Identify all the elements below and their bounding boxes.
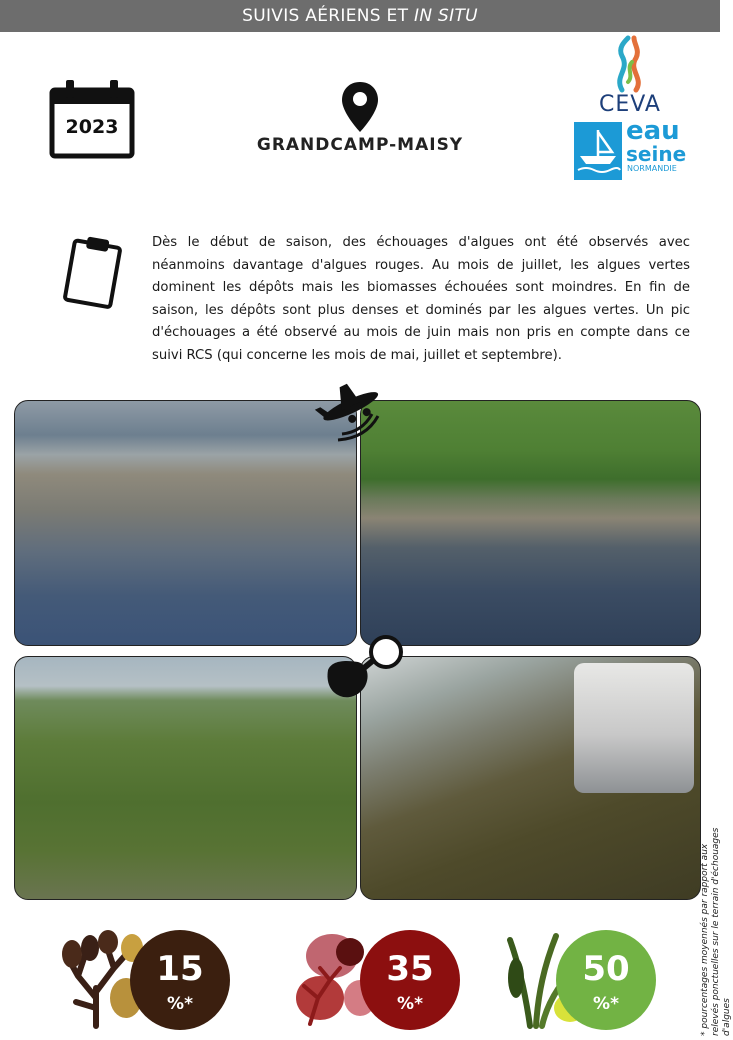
agency-emblem <box>574 122 622 180</box>
percentages-footnote: * pourcentages moyennés par rapport aux relevés ponctuelles sur le terrain d'échouages d'algues <box>700 827 732 1036</box>
parked-vehicle <box>574 663 694 793</box>
agency-eau: eau <box>626 116 680 146</box>
year-label: 2023 <box>65 116 119 138</box>
page-header <box>0 0 720 32</box>
ceva-wordmark: CEVA <box>599 92 661 117</box>
agency-seine: seine <box>626 142 687 166</box>
brown-algae-unit: %* <box>167 994 193 1014</box>
calendar-icon <box>50 76 134 160</box>
agency-normandie: NORMANDIE <box>627 164 677 173</box>
brown-algae-percentage <box>130 930 230 1030</box>
aerial-photo-harbour <box>14 400 357 646</box>
season-summary: Dès le début de saison, des échouages d'algues ont été observés avec néanmoins davantage d'algues rouges. Au mois de juillet, les algues vertes dominent les dépôts mais les biomasses échouées sont moindres. En fin de saison, les dépôts sont plus denses et dominés par les algues vertes. Un pic d'échouages a été observé au mois de juin mais non pris en compte dans ce suivi RCS (qui concerne les mois de mai, juillet et septembre). <box>152 235 690 363</box>
field-photo-beach <box>14 656 357 900</box>
brown-algae-value: 15 <box>156 949 204 989</box>
magnifier-icon <box>326 632 410 704</box>
green-algae-value: 50 <box>582 949 630 989</box>
green-algae-unit: %* <box>593 994 619 1014</box>
plane-icon <box>312 374 392 444</box>
header-title-part1: SUIVIS AÉRIENS ET <box>242 6 414 26</box>
eau-seine-normandie-logo <box>574 116 687 182</box>
field-photo-seawall <box>360 656 701 900</box>
aerial-photo-coast <box>360 400 701 646</box>
red-algae-unit: %* <box>397 994 423 1014</box>
location-name: GRANDCAMP-MAISY <box>256 135 464 155</box>
green-algae-percentage <box>556 930 656 1030</box>
red-algae-percentage <box>360 930 460 1030</box>
header-title-part2: IN SITU <box>414 6 478 26</box>
red-algae-value: 35 <box>386 949 434 989</box>
clipboard-icon <box>62 234 126 308</box>
location-pin-icon <box>340 80 380 134</box>
